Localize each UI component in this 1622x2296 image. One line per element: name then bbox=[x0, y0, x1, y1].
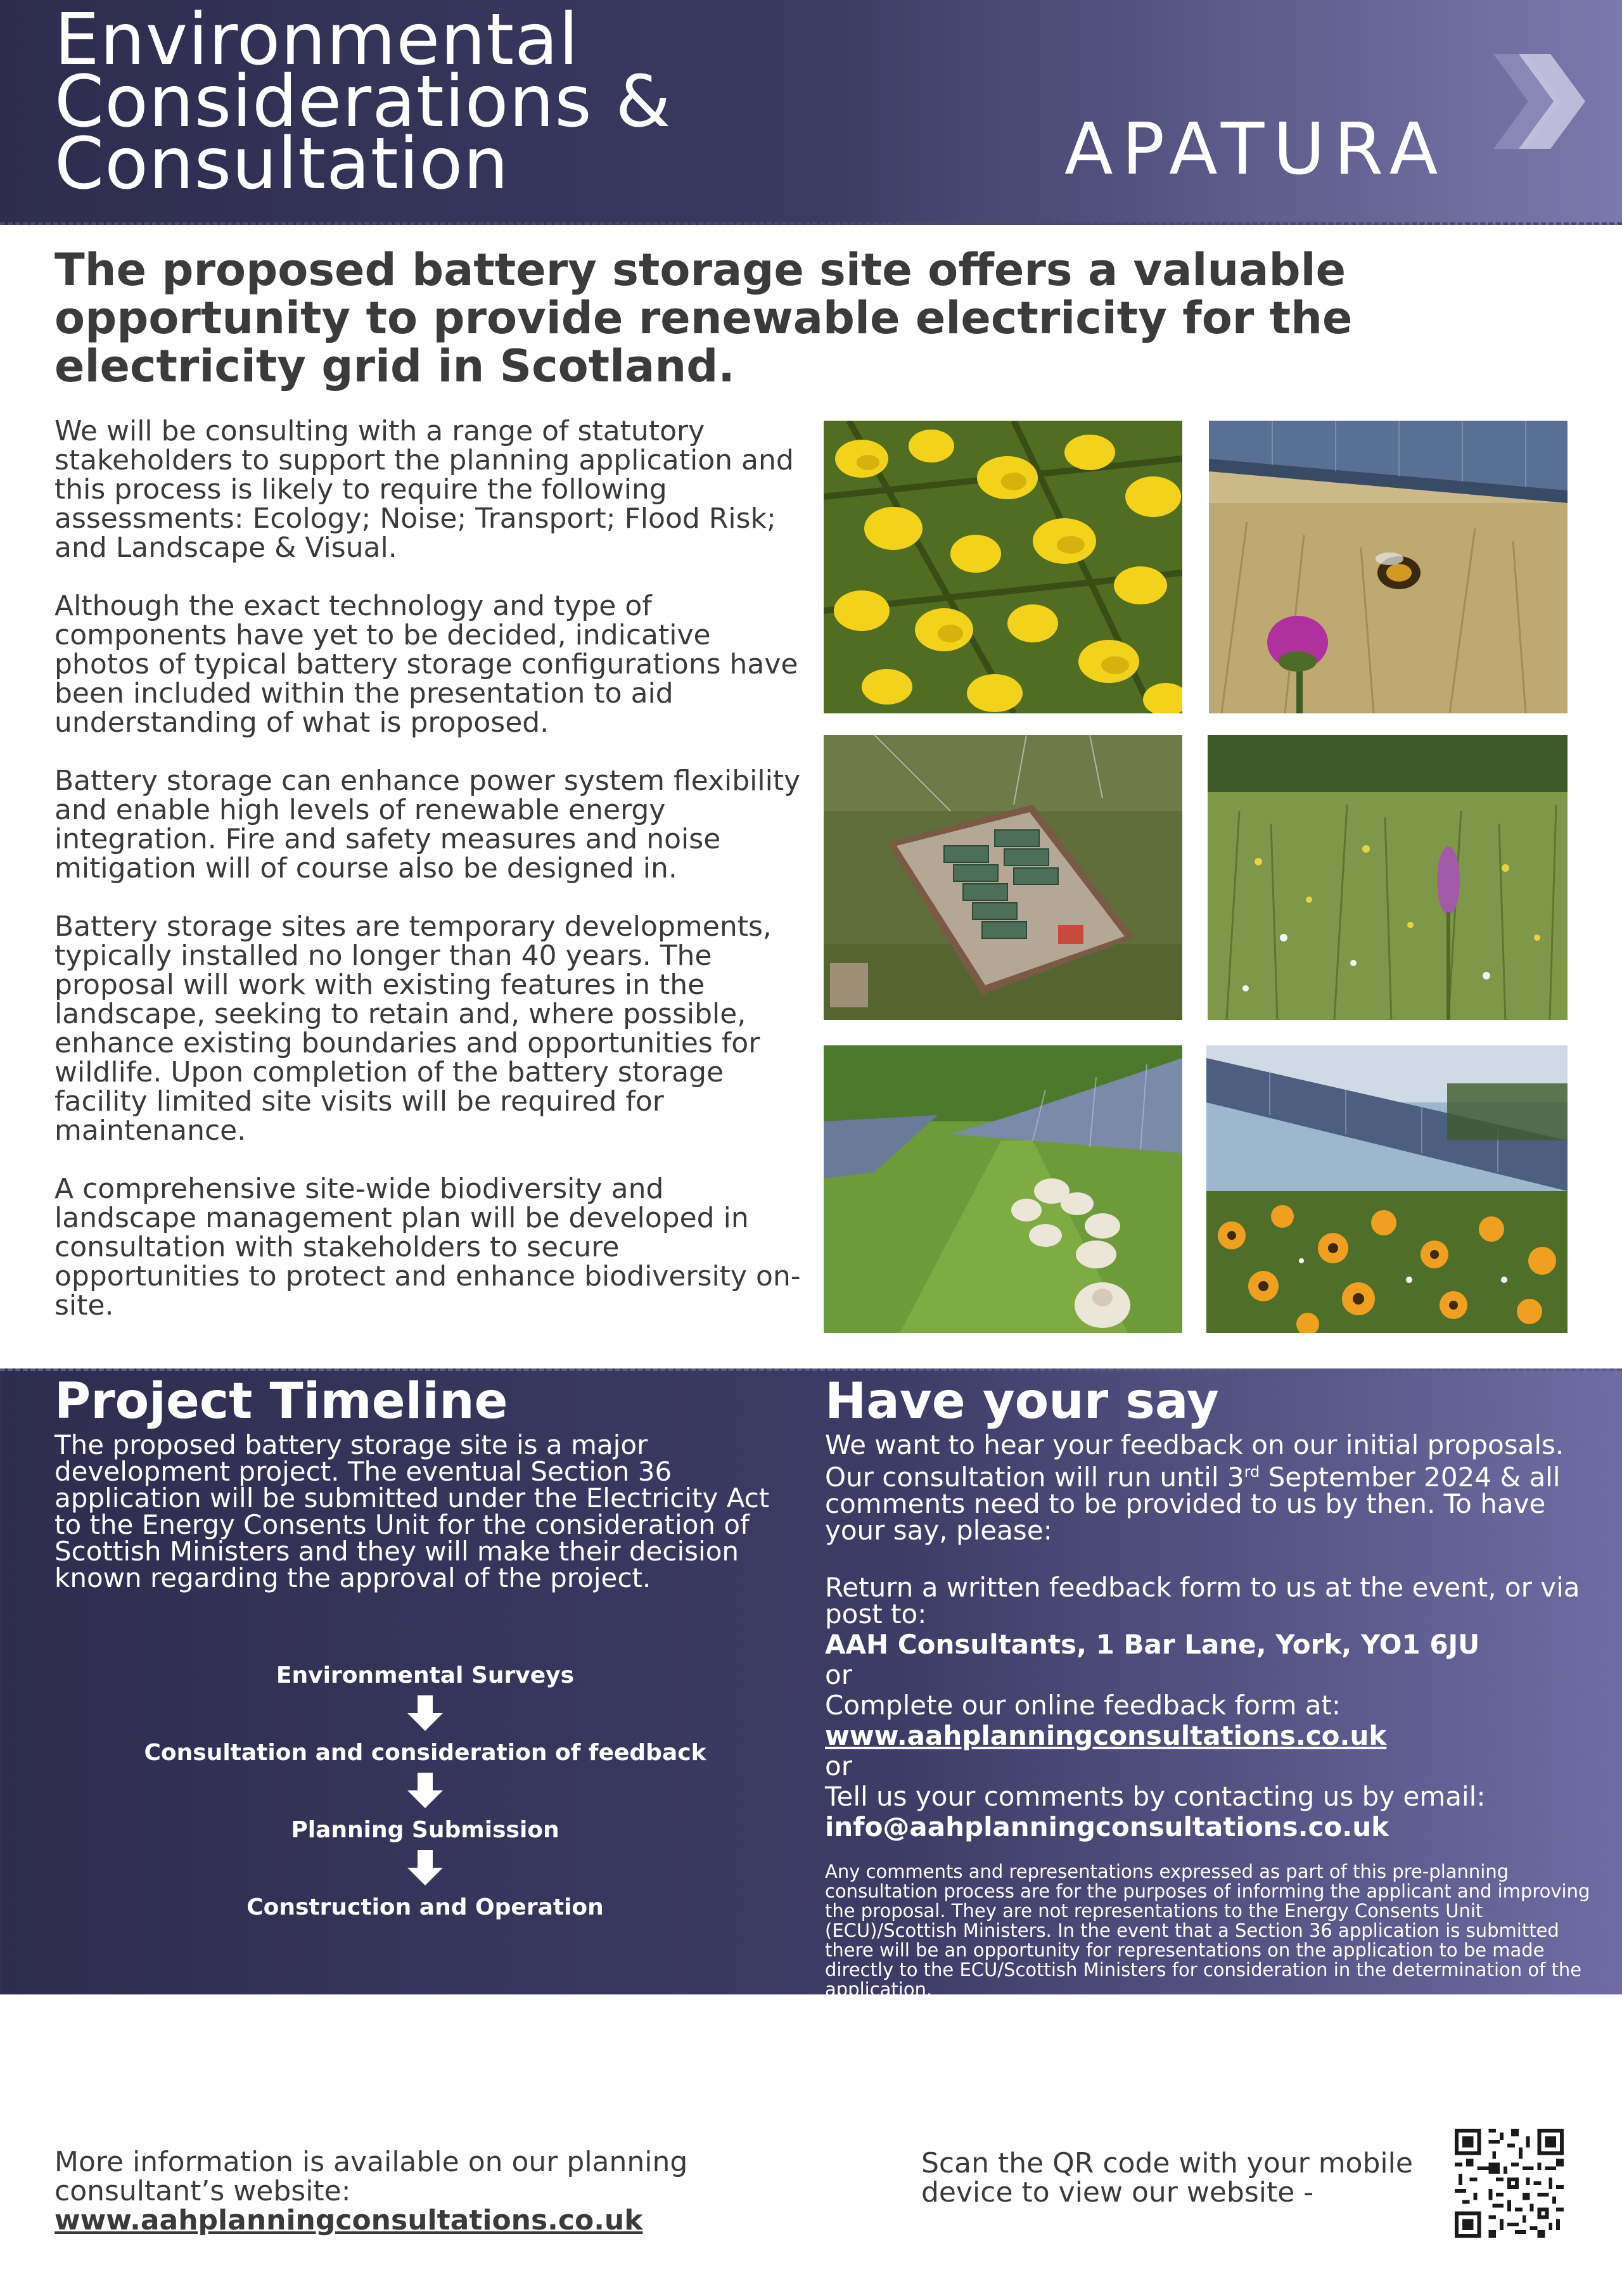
down-arrow-icon bbox=[406, 1695, 444, 1732]
footer-website-link[interactable]: www.aahplanningconsultations.co.uk bbox=[54, 2204, 643, 2236]
qr-instruction: Scan the QR code with your mobile device to view our website - bbox=[921, 2147, 1413, 2209]
body-paragraph: Battery storage can enhance power system flexibility and enable high levels of renewable energy integration. Fire and safety measures and noise mitigation will of course also be designed in. bbox=[54, 765, 801, 884]
return-form-text: Return a written feedback form to us at the event, or via post to: bbox=[825, 1572, 1580, 1630]
headline: The proposed battery storage site offers a valuable opportunity to provide renewable electricity for the electricity grid in Scotland. bbox=[54, 244, 1353, 392]
timeline-step: Planning Submission bbox=[291, 1817, 559, 1843]
photo-sheep-under-solar bbox=[824, 1045, 1182, 1333]
body-paragraph: A comprehensive site-wide biodiversity and landscape management plan will be developed in consultation with stakeholders to secure opportunities to protect and enhance biodiversity on-site. bbox=[54, 1173, 801, 1322]
photo-solar-orange-flowers bbox=[1206, 1045, 1568, 1333]
title-line-2: Considerations & bbox=[54, 61, 672, 143]
have-your-say-intro: We want to hear your feedback on our initial proposals. Our consultation will run until 3rd September 2024 & all comments need to be provided to us by then. To have your say, please: bbox=[825, 1429, 1564, 1546]
project-timeline-section bbox=[54, 1375, 789, 1591]
down-arrow-icon bbox=[406, 1773, 444, 1809]
timeline-step: Consultation and consideration of feedback bbox=[144, 1740, 706, 1766]
timeline-heading: Project Timeline bbox=[54, 1373, 508, 1430]
title-line-1: Environmental bbox=[54, 0, 579, 81]
down-arrow-icon bbox=[406, 1850, 444, 1887]
body-paragraph: We will be consulting with a range of statutory stakeholders to support the planning application and this process is likely to require the following assessments: Ecology; Noise; Transport; Flood Risk; and Landscape & Visual. bbox=[54, 415, 794, 564]
page-title bbox=[54, 0, 942, 205]
online-form-text: Complete our online feedback form at: bbox=[825, 1690, 1341, 1721]
website-link[interactable]: www.aahplanningconsultations.co.uk bbox=[825, 1720, 1387, 1751]
qr-code[interactable] bbox=[1455, 2129, 1564, 2238]
disclaimer: Any comments and representations expressed as part of this pre-planning consultation process are for the purposes of informing the applicant and improving the proposal. They are not representations to the Energy Consents Unit (ECU)/Scottish Ministers. In the event that a Section 36 application is submitted there will be an opportunity for representations on the application to be made directly to the ECU/Scottish Ministers for consideration in the determination of the application. bbox=[825, 1861, 1590, 2000]
body-paragraph: Although the exact technology and type of components have yet to be decided, indicative photos of typical battery storage configurations have been included within the presentation to aid understanding of what is proposed. bbox=[54, 590, 798, 739]
photo-bee-solar-panels bbox=[1209, 421, 1568, 713]
timeline-step: Environmental Surveys bbox=[276, 1662, 575, 1688]
photo-wildflower-meadow bbox=[1208, 735, 1568, 1020]
postal-address: AAH Consultants, 1 Bar Lane, York, YO1 6JU bbox=[825, 1629, 1480, 1660]
or-separator: or bbox=[825, 1751, 852, 1782]
email-text: Tell us your comments by contacting us by email: bbox=[825, 1781, 1486, 1812]
footer-info bbox=[54, 2148, 815, 2235]
title-line-3: Consultation bbox=[54, 123, 509, 205]
or-separator: or bbox=[825, 1659, 852, 1690]
body-text bbox=[54, 417, 802, 1349]
photo-gorse-flowers bbox=[824, 421, 1182, 713]
photo-battery-storage-aerial bbox=[824, 735, 1182, 1020]
email-link[interactable]: info@aahplanningconsultations.co.uk bbox=[825, 1811, 1389, 1842]
have-your-say-heading: Have your say bbox=[825, 1373, 1219, 1430]
timeline-steps bbox=[54, 1660, 796, 1923]
chevron-logo-icon bbox=[1490, 51, 1585, 152]
body-paragraph: Battery storage sites are temporary developments, typically installed no longer than 40 years. The proposal will work with existing features in the landscape, seeking to retain and, where possible, enhance existing boundaries and opportunities for wildlife. Upon completion of the battery storage facility limited site visits will be required for maintenance. bbox=[54, 910, 772, 1147]
footer-info-text: More information is available on our planning consultant’s website: bbox=[54, 2146, 688, 2207]
timeline-step: Construction and Operation bbox=[246, 1894, 604, 1920]
timeline-text: The proposed battery storage site is a major development project. The eventual Section 36 application will be submitted under the Electricity Act to the Energy Consents Unit for the consideration of Scottish Ministers and they will make their decision known regarding the approval of the project. bbox=[54, 1429, 770, 1593]
apatura-logo-text: APATURA bbox=[1064, 108, 1447, 191]
header-banner bbox=[0, 0, 1622, 225]
have-your-say-section bbox=[825, 1375, 1592, 1999]
